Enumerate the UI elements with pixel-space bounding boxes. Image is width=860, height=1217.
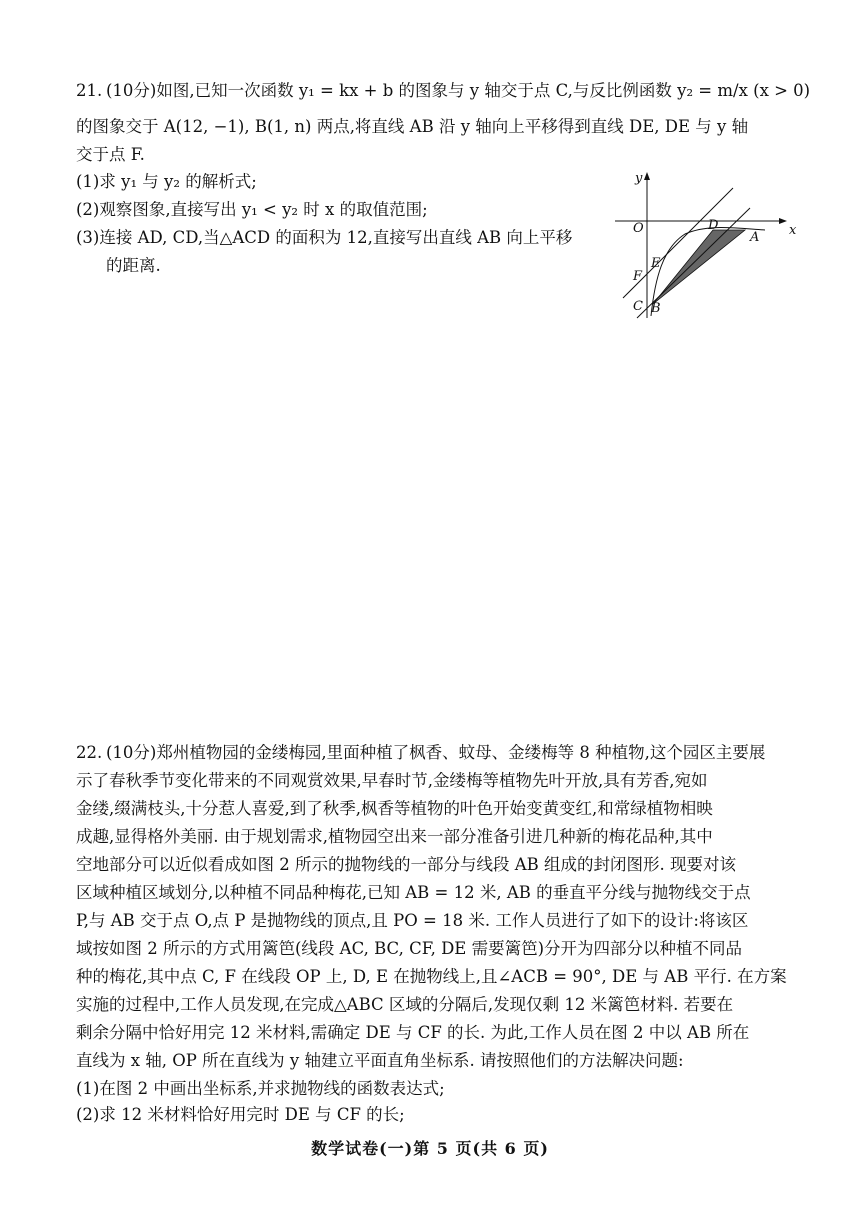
q22-line-12: 直线为 x 轴, OP 所在直线为 y 轴建立平面直角坐标系. 请按照他们的方法解决问题:: [76, 1051, 684, 1070]
q21-sub-3: (3)连接 AD, CD,当△ACD 的面积为 12,直接写出直线 AB 向上平移: [76, 228, 573, 247]
q22-line-11: 剩余分隔中恰好用完 12 米材料,需确定 DE 与 CF 的长. 为此,工作人员在图 2 中以 AB 所在: [76, 1023, 750, 1042]
q21-line-2: 的图象交于 A(12, −1), B(1, n) 两点,将直线 AB 沿 y 轴向上平移得到直线 DE, DE 与 y 轴: [76, 117, 749, 136]
q22-line-7: P,与 AB 交于点 O,点 P 是抛物线的顶点,且 PO = 18 米. 工作人员进行了如下的设计:将该区: [76, 911, 749, 930]
q22-line-10: 实施的过程中,工作人员发现,在完成△ABC 区域的分隔后,发现仅剩 12 米篱笆材料. 若要在: [76, 995, 734, 1014]
q22-line-1: (10分)郑州植物园的金缕梅园,里面种植了枫香、蚊母、金缕梅等 8 种植物,这个园区主要展: [106, 743, 766, 762]
label-x: x: [789, 223, 797, 238]
label-c: C: [633, 299, 643, 314]
q21-sub-2: (2)观察图象,直接写出 y₁ < y₂ 时 x 的取值范围;: [76, 200, 428, 219]
x-axis-arrow: [779, 218, 787, 224]
q21-number: 21.: [76, 81, 103, 100]
label-e: E: [651, 256, 661, 271]
q22-line-9: 种的梅花,其中点 C, F 在线段 OP 上, D, E 在抛物线上,且∠ACB = 90°, DE 与 AB 平行. 在方案: [76, 967, 787, 986]
q21-sub-3-cont: 的距离.: [106, 256, 161, 275]
q22-line-2: 示了春秋季节变化带来的不同观赏效果,早春时节,金缕梅等植物先叶开放,具有芳香,宛如: [76, 771, 708, 790]
q22-number: 22.: [76, 743, 103, 762]
label-b: B: [651, 301, 661, 316]
q22-line-6: 区域种植区域划分,以种植不同品种梅花,已知 AB = 12 米, AB 的垂直平分线与抛物线交于点: [76, 883, 751, 902]
label-a: A: [750, 230, 760, 245]
label-d: D: [708, 218, 719, 233]
q22-line-5: 空地部分可以近似看成如图 2 所示的抛物线的一部分与线段 AB 组成的封闭图形. 现要对该: [76, 855, 737, 874]
q22-sub-1: (1)在图 2 中画出坐标系,并求抛物线的函数表达式;: [76, 1079, 445, 1098]
q21-line-3: 交于点 F.: [76, 145, 145, 164]
page-footer: 数学试卷(一)第 5 页(共 6 页): [311, 1139, 549, 1158]
q21-line-1: (10分)如图,已知一次函数 y₁ = kx + b 的图象与 y 轴交于点 C,与反比例函数 y₂ = m/x (x > 0): [106, 81, 811, 100]
triangle-acd-shade: [653, 230, 745, 304]
q21-sub-1: (1)求 y₁ 与 y₂ 的解析式;: [76, 172, 257, 191]
q21-figure: [615, 168, 795, 328]
y-axis-arrow: [644, 172, 650, 180]
label-f: F: [633, 269, 643, 284]
label-o: O: [633, 221, 644, 236]
q22-line-8: 域按如图 2 所示的方式用篱笆(线段 AC, BC, CF, DE 需要篱笆)分开为四部分以种植不同品: [76, 939, 743, 958]
q22-line-3: 金缕,缀满枝头,十分惹人喜爱,到了秋季,枫香等植物的叶色开始变黄变红,和常绿植物相映: [76, 799, 713, 818]
q22-line-4: 成趣,显得格外美丽. 由于规划需求,植物园空出来一部分准备引进几种新的梅花品种,其中: [76, 827, 713, 846]
label-y: y: [635, 171, 643, 186]
q22-sub-2: (2)求 12 米材料恰好用完时 DE 与 CF 的长;: [76, 1105, 405, 1124]
